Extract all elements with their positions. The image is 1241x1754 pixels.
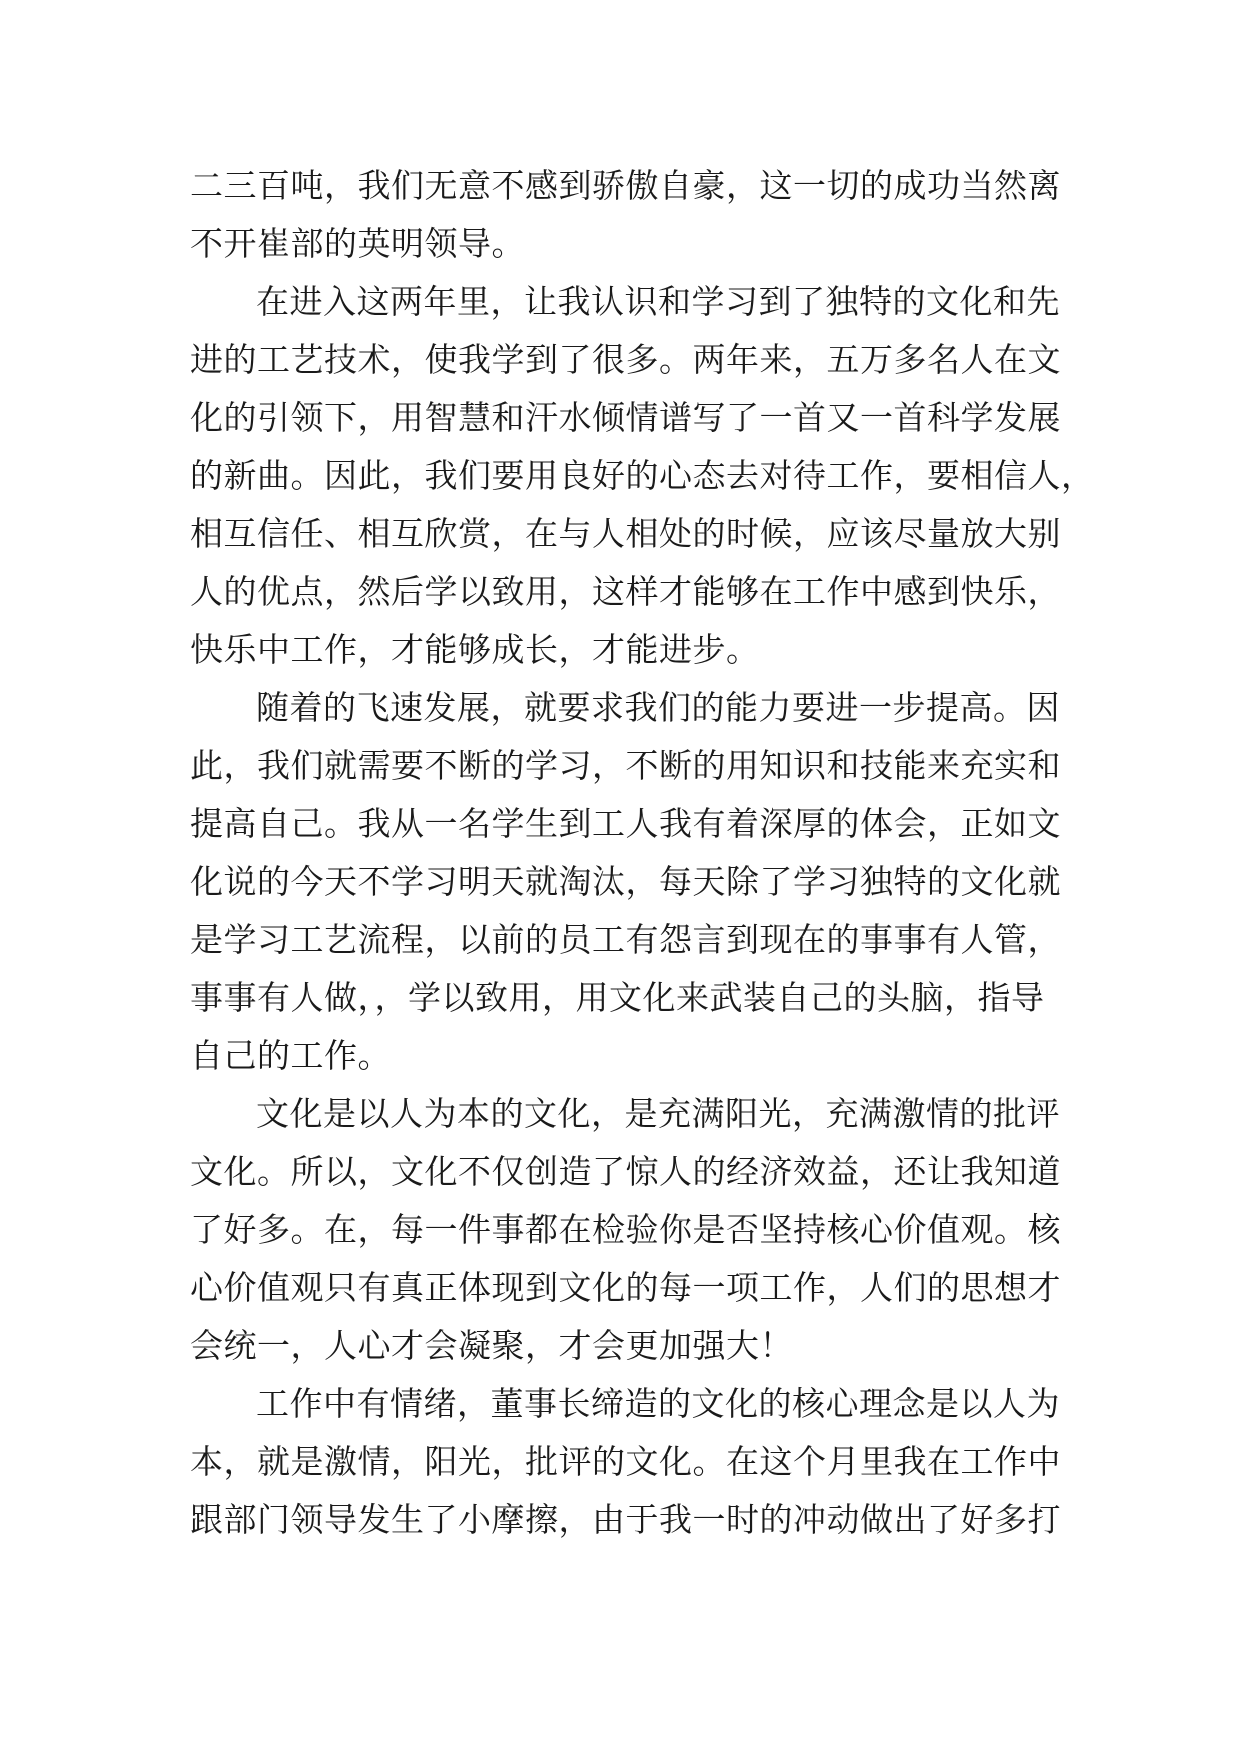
text-line: 文化是以人为本的文化，是充满阳光，充满激情的批评 bbox=[256, 1094, 1060, 1133]
text-line: 人的优点，然后学以致用，这样才能够在工作中感到快乐， bbox=[190, 572, 1061, 611]
text-line: 提高自己。我从一名学生到工人我有着深厚的体会，正如文 bbox=[190, 804, 1061, 843]
text-line: 快乐中工作，才能够成长，才能进步。 bbox=[190, 630, 760, 669]
text-line: 心价值观只有真正体现到文化的每一项工作，人们的思想才 bbox=[190, 1268, 1061, 1307]
text-line: 了好多。在，每一件事都在检验你是否坚持核心价值观。核 bbox=[190, 1210, 1061, 1249]
text-line: 二三百吨，我们无意不感到骄傲自豪，这一切的成功当然离 bbox=[190, 166, 1061, 205]
text-line: 的新曲。因此，我们要用良好的心态去对待工作，要相信人， bbox=[190, 456, 1095, 495]
text-line: 化说的今天不学习明天就淘汰，每天除了学习独特的文化就 bbox=[190, 862, 1061, 901]
text-line: 工作中有情绪，董事长缔造的文化的核心理念是以人为 bbox=[256, 1384, 1060, 1423]
text-line: 在进入这两年里，让我认识和学习到了独特的文化和先 bbox=[256, 282, 1060, 321]
text-line: 本，就是激情，阳光，批评的文化。在这个月里我在工作中 bbox=[190, 1442, 1061, 1481]
text-line: 自己的工作。 bbox=[190, 1036, 391, 1075]
text-line: 是学习工艺流程，以前的员工有怨言到现在的事事有人管， bbox=[190, 920, 1061, 959]
body-text bbox=[190, 157, 1095, 1549]
text-line: 不开崔部的英明领导。 bbox=[190, 224, 525, 263]
text-line: 事事有人做，，学以致用，用文化来武装自己的头脑，指导 bbox=[190, 978, 1045, 1017]
text-line: 化的引领下，用智慧和汗水倾情谱写了一首又一首科学发展 bbox=[190, 398, 1061, 437]
text-line: 跟部门领导发生了小摩擦，由于我一时的冲动做出了好多打 bbox=[190, 1500, 1061, 1539]
text-line: 文化。所以，文化不仅创造了惊人的经济效益，还让我知道 bbox=[190, 1152, 1061, 1191]
text-line: 此，我们就需要不断的学习，不断的用知识和技能来充实和 bbox=[190, 746, 1061, 785]
text-line: 进的工艺技术，使我学到了很多。两年来，五万多名人在文 bbox=[190, 340, 1061, 379]
text-line: 相互信任、相互欣赏，在与人相处的时候，应该尽量放大别 bbox=[190, 514, 1061, 553]
text-line: 随着的飞速发展，就要求我们的能力要进一步提高。因 bbox=[256, 688, 1060, 727]
text-line: 会统一，人心才会凝聚，才会更加强大！ bbox=[190, 1326, 793, 1365]
